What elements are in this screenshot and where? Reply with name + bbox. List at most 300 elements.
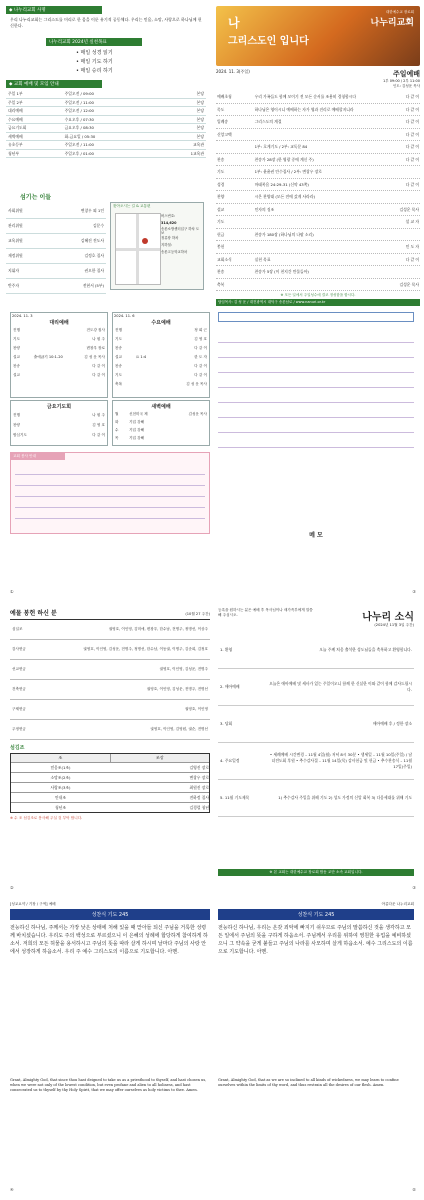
cal-row-cell: 변창우 장로 bbox=[86, 346, 105, 350]
staff-row-cell: 재정위원 bbox=[8, 253, 23, 258]
order-row-cell: 다 같 이 bbox=[405, 119, 419, 124]
order-row-cell: 찬송가 5장 (이 천지간 만물들아) bbox=[254, 269, 309, 274]
staff-list bbox=[6, 204, 106, 294]
cal-row-cell bbox=[134, 362, 180, 371]
goal-item: • 매일 성경 읽기 bbox=[76, 50, 113, 56]
pray-row-cell: 다 같 이 bbox=[92, 433, 105, 437]
order-row bbox=[216, 104, 420, 117]
banner-line2: 그리스도인 입니다 bbox=[228, 36, 309, 47]
cal-row bbox=[113, 326, 209, 335]
dawn-row-cell: 월 bbox=[115, 412, 119, 416]
pray-row-cell: 김 영 호 bbox=[92, 423, 105, 427]
cal-row-cell: 축복 bbox=[115, 382, 122, 386]
map-info-line: 지하철: bbox=[161, 243, 172, 247]
service-row bbox=[6, 99, 206, 108]
left-tag: [성교요약 / 기장 / 구역] 예배 bbox=[10, 902, 56, 906]
cal-row bbox=[11, 353, 107, 362]
news-list bbox=[218, 632, 414, 817]
cal-row-cell bbox=[32, 344, 78, 353]
offer-row bbox=[10, 700, 210, 720]
cal-row-cell: 기도 bbox=[115, 337, 122, 341]
order-row-cell: 입례송 bbox=[217, 119, 229, 124]
page-number: ④ bbox=[10, 1187, 14, 1192]
staff-row-cell: 전현서 (5부) bbox=[82, 283, 104, 288]
cal-row-cell: 설교 bbox=[13, 373, 20, 377]
calendar-box-1 bbox=[10, 312, 108, 398]
offer-row bbox=[10, 680, 210, 700]
order-row-cell: 찬송 bbox=[217, 156, 225, 162]
staff-row-cell: 김혜진 전도사 bbox=[80, 238, 104, 243]
news-row-cell: 1) 추수감사 주일을 위해 기도 2) 성도 가정의 신앙 회복 3) 다음세대를 위해 기도 bbox=[278, 795, 412, 800]
vision-title: ◆ 나누리교회 사명 bbox=[6, 6, 102, 14]
goal-list bbox=[76, 49, 206, 76]
news-row-cell: 오늘은 애아예배 및 세사가 있는 주일이오니 함께 한 신실한 이와 같이 함께 감사드립시다. bbox=[269, 681, 412, 692]
order-row-cell: 김성운 목사 bbox=[399, 281, 419, 287]
service-row bbox=[6, 141, 206, 150]
staff-row bbox=[6, 279, 106, 294]
dawn-row-cell: 화 bbox=[115, 420, 119, 424]
offer-row-cell: 권영호, 이인영, 김성운, 전명주, 정명선, 한수남, 이동권, 이명주, 김준희, 김정호 bbox=[83, 647, 208, 651]
news-foot: ※ 본 교회는 대한예수교 장로회 합동 교단 소속 교회입니다. bbox=[218, 869, 414, 876]
service-row-cell: 교육관 bbox=[192, 142, 204, 147]
pray-row bbox=[11, 420, 107, 430]
cal-row bbox=[113, 362, 209, 371]
service-row-cell: 주일오후 / 01:00 bbox=[64, 150, 94, 156]
cal-row-cell: 기도 bbox=[13, 337, 20, 341]
service-row-cell: 본당 bbox=[196, 108, 204, 113]
cal-row bbox=[113, 371, 209, 380]
pray-row-cell bbox=[44, 430, 69, 440]
church-marker-icon bbox=[142, 238, 148, 244]
bulletin-page-2 bbox=[2, 308, 422, 594]
bulletin-preacher: 인도: 김성운 목사 bbox=[392, 84, 420, 88]
offer-row-cell: 건축헌금 bbox=[12, 687, 26, 691]
offering-list bbox=[10, 619, 210, 740]
cal2-head: 2024. 11. 6 bbox=[114, 314, 135, 318]
bulletin-page-4 bbox=[2, 900, 422, 1196]
cal2-title: 수요예배 bbox=[151, 320, 171, 326]
offer-row bbox=[10, 620, 210, 640]
cal-row bbox=[113, 335, 209, 344]
order-row bbox=[216, 166, 420, 179]
cal-row bbox=[113, 344, 209, 353]
cal-row-cell: 전도강 집사 bbox=[86, 328, 105, 332]
offering-panel bbox=[10, 608, 210, 884]
staff-row-cell: 지휘자 bbox=[8, 268, 20, 273]
new-title: 새벽예배 bbox=[151, 404, 171, 410]
order-row-cell bbox=[378, 229, 420, 241]
cal-row-cell: 설교 bbox=[13, 355, 20, 359]
map-info-line: 버스번호: bbox=[161, 214, 176, 218]
banner-line1: 나 bbox=[228, 16, 240, 30]
service-row-cell: 화-금요일 / 05:30 bbox=[64, 133, 96, 139]
dawn-row-cell: 신천미국 제 bbox=[129, 412, 148, 416]
news-row-cell: • 세례예배 시간변경 – 11월 4일(월) 저녁 8시 30분 • 생세일 – 11월 10일(주일) / 남녀전도회 후원 • 추수감사절 – 11월 14일(목) 감사헌금 및 헌금 • 추수찬송식 – 11월 17일(주일) bbox=[269, 752, 412, 769]
church-name: 나누리교회 bbox=[370, 18, 414, 28]
church-logo bbox=[371, 10, 414, 28]
bulletin-page-1 bbox=[2, 2, 422, 304]
news-row-cell: 오늘 주께 처음 출석한 성도님들을 축복하고 환영합니다. bbox=[319, 647, 412, 652]
news-intro: 등록을 원하시는 분은 예배 후 목사님이나 새가족부에게 말씀해 주십시오. bbox=[218, 608, 313, 617]
order-row-cell: 봉헌 bbox=[217, 244, 225, 249]
cal-row-cell: 설교 bbox=[115, 355, 122, 359]
cal-row bbox=[113, 353, 209, 362]
news-row bbox=[218, 632, 414, 669]
staff-row bbox=[6, 264, 106, 279]
service-row-cell: 본당 bbox=[196, 133, 204, 139]
staff-row-cell: 김문수 bbox=[92, 223, 104, 228]
order-row-cell: 성경 bbox=[217, 181, 225, 187]
service-row-cell: 본당 bbox=[196, 125, 204, 130]
service-row-cell: 금요기도회 bbox=[8, 125, 27, 130]
right-panel bbox=[216, 6, 420, 304]
order-row-cell: 실천 목표 bbox=[254, 256, 271, 262]
order-row bbox=[216, 229, 420, 242]
serve-row-cell: 김경렬 청년 bbox=[189, 805, 209, 810]
left-panel-2 bbox=[10, 312, 210, 582]
dawn-row bbox=[113, 426, 209, 434]
order-row bbox=[216, 216, 420, 229]
serve-row-cell: 김영진 장로 bbox=[189, 765, 209, 770]
order-row bbox=[216, 204, 420, 217]
cal-row-cell bbox=[134, 335, 180, 344]
cal-row-cell: 진행 bbox=[13, 328, 20, 332]
pray-row-cell bbox=[44, 410, 69, 420]
news-row bbox=[218, 743, 414, 780]
cal-row-cell: 찬송 bbox=[115, 346, 122, 350]
service-row-cell: 주일오전 / 09:00 bbox=[64, 91, 94, 96]
staff-section bbox=[6, 192, 206, 292]
news-row bbox=[218, 706, 414, 743]
staff-row bbox=[6, 249, 106, 264]
order-row-cell bbox=[378, 166, 420, 178]
staff-row-cell: 교육위원 bbox=[8, 238, 23, 243]
offer-row-cell: 권영호, 이인영, 김미애, 변창우, 한수남, 전명주, 정명선, 이상주 bbox=[108, 627, 208, 631]
cal-row-cell: 다 같 이 bbox=[92, 373, 105, 377]
order-row-cell: 하나님은 영이시니 예배하는 자가 영과 진리로 예배할지니라 bbox=[254, 106, 354, 112]
prayer-right bbox=[218, 902, 414, 1188]
prayer-en-right: Grant, Almighty God, that as we are so inclined to all kinds of wickedness, we may learn to confine ourselves within the limits of thy word, and thus restrain all the desires of our flesh. Amen. bbox=[218, 1078, 399, 1087]
order-row-cell: 마태복음 24:29-31 (신약 43쪽) bbox=[254, 181, 309, 187]
service-row bbox=[6, 90, 206, 99]
order-row-cell: 그리스도의 계절 bbox=[254, 119, 282, 124]
serve-row-cell: 안내조 bbox=[54, 795, 66, 800]
prayer-ko-right: 전능하신 하나님, 우리는 온갖 죄악에 빠지기 쉬우므로 주님의 말씀하신 것을 생각하고 모든 일에서 주님의 뜻을 구하게 하옵소서. 주님께서 우리를 위하여 영원한 유업을 예비하셨으니 그 약속을 굳게 붙들고 주님의 나라를 사모하며 살게 하옵소서. 예수 그리스도의 이름으로 기도합니다. 아멘. bbox=[218, 925, 413, 955]
dawn-row-cell bbox=[173, 434, 209, 442]
cal-row-cell: 진행 bbox=[115, 328, 122, 332]
cal-row bbox=[11, 344, 107, 353]
order-row-cell bbox=[254, 129, 379, 141]
dawn-row-cell: 기업 강해 bbox=[129, 436, 145, 440]
cal-row-cell: 김 성 운 목사 bbox=[84, 355, 105, 359]
order-row bbox=[216, 266, 420, 279]
cal-row-cell bbox=[134, 344, 180, 353]
order-row-cell: 기도 bbox=[217, 219, 225, 224]
serve-row bbox=[11, 772, 209, 782]
dawn-row-cell: 수 bbox=[115, 428, 119, 432]
service-row-cell: 주일오전 / 11:00 bbox=[64, 142, 94, 147]
cal-row-cell: 나 원 주 bbox=[92, 337, 105, 341]
service-row-cell: 주일 2부 bbox=[8, 99, 23, 105]
map-box bbox=[110, 202, 204, 290]
order-row-cell: 김성운 목사 bbox=[399, 206, 419, 212]
order-row-cell: 인 도 자 bbox=[405, 244, 419, 249]
news-title: 나누리 소식 bbox=[362, 612, 414, 623]
staff-row-cell: 변창우 외 1인 bbox=[80, 208, 104, 213]
map-info-line: 송촌고등학교하차 bbox=[161, 250, 188, 254]
order-row-cell: 헌금 bbox=[217, 231, 225, 237]
bulletin-head bbox=[216, 69, 420, 89]
service-row-cell: 금요오후 / 08:30 bbox=[64, 125, 94, 130]
serve-table bbox=[10, 753, 210, 813]
order-row-cell bbox=[216, 141, 254, 153]
offer-title: 예물 봉헌 하신 분 bbox=[10, 610, 57, 617]
order-row-cell: 1부: 윤윤권 안수집사 / 2부: 변창우 장로 bbox=[254, 169, 322, 174]
cal-row-cell bbox=[134, 371, 180, 380]
prayer-title: 성찬식 기도 245 bbox=[218, 909, 414, 920]
foot-contact: 담임목사: 김 성 운 / 대전광역시 대덕구 송촌남로 / www.nanuri.or.kr bbox=[216, 299, 420, 306]
staff-row bbox=[6, 234, 106, 249]
memo-panel bbox=[218, 312, 414, 582]
goal-item: • 매일 승리 하기 bbox=[76, 68, 113, 74]
serve-row bbox=[11, 802, 209, 812]
serve-row-cell: 소망조(2조) bbox=[50, 775, 71, 780]
bulletin-times: 1부 09:00 / 2부 11:00 bbox=[382, 79, 420, 83]
order-row-cell: 찬송가 180장 (하나님의 나팔 소리) bbox=[254, 231, 314, 237]
news-row-cell: 5. 11월 기도제목 bbox=[220, 795, 250, 800]
order-row-cell bbox=[378, 266, 420, 278]
order-row bbox=[216, 154, 420, 167]
map-info bbox=[161, 213, 201, 256]
offer-row-cell: 십일조 bbox=[12, 627, 23, 631]
map-title: 찾아오시는 길 & 교통편 bbox=[113, 204, 151, 208]
order-row-cell: 찬양 bbox=[217, 194, 225, 199]
page-number: ③ bbox=[412, 885, 416, 890]
cal-row-cell bbox=[32, 326, 78, 335]
dawn-row bbox=[113, 418, 209, 426]
staff-row-cell: 반주자 bbox=[8, 283, 20, 288]
serve-row-cell: 최원진 장로 bbox=[189, 785, 209, 790]
prayer-en: Grant, Almighty God, that since thou hast deigned to take us as a priesthood to thyself, and hast chosen us, when we were not only of the lowest condition, but even profane and alien to all holiness, and hast consecrated us to thyself by thy Holy Spirit, that we may offer ourselves as holy victims to thee. Amen. bbox=[10, 1078, 207, 1092]
order-row-cell: 묵도 bbox=[217, 106, 225, 112]
cal-row-cell: 찬송 bbox=[115, 364, 122, 368]
order-row-cell: 다 같 이 bbox=[405, 156, 419, 162]
service-row-cell: 유초등부 bbox=[8, 142, 23, 147]
service-row-cell: 새벽예배 bbox=[8, 133, 23, 139]
bulletin-title: 주일예배 bbox=[392, 70, 420, 78]
service-row-cell: 1교육관 bbox=[190, 150, 204, 156]
news-row bbox=[218, 669, 414, 706]
order-row-cell: 다 같 이 bbox=[405, 144, 419, 149]
goal-title: 나누리교회 2024년 실천목표 bbox=[46, 38, 142, 46]
staff-title: 섬기는 이들 bbox=[20, 194, 52, 201]
news-row-cell: 1. 환영 bbox=[220, 647, 233, 652]
bulletin-date: 2024. 11. 3(주일) bbox=[216, 69, 250, 74]
news-row-cell: 애아예배 후 / 정한 장소 bbox=[372, 721, 412, 726]
offer-row bbox=[10, 640, 210, 660]
offer-row-cell: 권영호, 이인영, 김영원, 권순, 전명선 bbox=[150, 727, 208, 731]
order-row bbox=[216, 191, 420, 204]
calendar-box-2 bbox=[112, 312, 210, 398]
pray-row-cell bbox=[44, 420, 69, 430]
prayer-ko: 전능하신 하나님, 주께서는 가장 낮은 상태에 처해 있을 때 맏아들 되신 주님을 거룩한 성령께 바치셨습니다. 우리도 주의 백성으로 부르셨으니 이 은혜의 성례에 합당하게 참여하게 하소서. 저희의 모든 허물을 용서하시고 주님의 뜻을 따라 살게 하시며 날마다 주님의 사랑 안에서 성장하게 하옵소서. 우리 주 예수 그리스도의 이름으로 기도합니다. 아멘. bbox=[10, 925, 208, 955]
staff-row-cell: 권오한 집사 bbox=[84, 268, 104, 273]
news-row-cell: 2. 애아예배 bbox=[220, 684, 240, 689]
cal-row-cell: 다 같 이 bbox=[194, 373, 207, 377]
memo-header bbox=[218, 312, 414, 322]
cal-row-cell: 요 1:4 bbox=[135, 355, 147, 359]
cal-row-cell: 한 도 자 bbox=[194, 355, 207, 359]
order-row-cell: 찬송가 28장 (한 영광 중에 계신 주) bbox=[254, 156, 314, 162]
map-info-line: 정류장 하차 bbox=[161, 236, 179, 240]
map-drawing bbox=[115, 213, 161, 285]
news-panel bbox=[218, 608, 414, 884]
duty-box bbox=[10, 452, 210, 534]
cal-row bbox=[11, 335, 107, 344]
serve-row-cell: 청년조 bbox=[54, 805, 66, 810]
serve-head: 조 bbox=[11, 754, 111, 762]
cal-row-cell bbox=[134, 326, 180, 335]
staff-row-cell: 사회위원 bbox=[8, 208, 23, 213]
pray-row bbox=[11, 410, 107, 420]
dawn-row-cell: 김성운 목사 bbox=[188, 412, 207, 416]
prayer-left bbox=[10, 902, 210, 1188]
order-row bbox=[216, 129, 420, 142]
order-row-cell: 예배초청 bbox=[217, 94, 232, 99]
vision-text: 우리 나누리교회는 그리스도를 머리로 한 몸을 이룬 유기적 공동체다. 우리는 믿음, 소망, 사랑으로 하나님께 헌신한다. bbox=[10, 17, 202, 28]
cal-row-cell bbox=[134, 380, 180, 389]
order-row-cell: 기도 bbox=[217, 169, 225, 174]
order-row bbox=[216, 179, 420, 192]
cal-row-cell: 정 회 근 bbox=[194, 328, 207, 332]
offer-row-cell: 주정헌금 bbox=[12, 727, 26, 731]
cal-row bbox=[11, 326, 107, 335]
order-row-cell bbox=[254, 279, 379, 291]
service-row-cell: 대리예배 bbox=[8, 108, 23, 113]
order-row-cell: 설교 bbox=[217, 206, 225, 212]
staff-row-cell: 김정호 집사 bbox=[84, 253, 104, 258]
cal-row bbox=[11, 362, 107, 371]
service-row bbox=[6, 150, 206, 159]
cal-row-cell: 다 같 이 bbox=[194, 346, 207, 350]
cal-row-cell bbox=[32, 371, 78, 380]
left-panel bbox=[6, 6, 206, 296]
order-row bbox=[216, 141, 420, 154]
pray-row-cell: 나 원 주 bbox=[92, 413, 105, 417]
serve-title: 섬김조 bbox=[10, 745, 25, 751]
cal-row-cell: 김 영 호 bbox=[194, 337, 207, 341]
service-row-cell: 주일오전 / 11:00 bbox=[64, 99, 94, 105]
serve-head: 조장 bbox=[155, 755, 164, 760]
note-title: 메 모 bbox=[309, 532, 323, 539]
page-number: ① bbox=[10, 589, 14, 594]
cal-row-cell bbox=[32, 335, 78, 344]
dawn-row-cell bbox=[173, 426, 209, 434]
order-row-cell: 교회소식 bbox=[217, 256, 232, 262]
page-number: ⑤ bbox=[412, 1187, 416, 1192]
cal-row-cell: 김 성 운 목사 bbox=[186, 382, 207, 386]
service-row-cell: 주일오전 / 12:00 bbox=[64, 108, 94, 113]
order-row-cell bbox=[254, 241, 379, 253]
offer-row-cell: 권영호, 이인영, 김성운, 전명주 bbox=[159, 667, 208, 671]
serve-row-cell: 믿음조(1조) bbox=[50, 765, 71, 770]
serve-row-cell: 변창우 장로 bbox=[189, 775, 209, 780]
order-row bbox=[216, 279, 420, 292]
map-info-line: 송촌소방센터입구 하차 도보 bbox=[161, 227, 200, 235]
serve-row bbox=[11, 792, 209, 802]
service-row bbox=[6, 133, 206, 142]
serve-note: ※ 수 조 섬김조로 봉사해 주실 것 부탁 합니다. bbox=[10, 816, 83, 820]
dawn-box bbox=[112, 400, 210, 446]
staff-row-cell: 관리위원 bbox=[8, 223, 23, 228]
order-row-cell: 찬송 bbox=[217, 269, 225, 274]
banner bbox=[216, 6, 420, 66]
cal1-title: 대리예배 bbox=[49, 320, 69, 326]
order-row bbox=[216, 116, 420, 129]
serve-row bbox=[11, 782, 209, 792]
serve-row-cell: 전하정 집사 bbox=[189, 795, 209, 800]
worship-title: ◆ 교회 예배 및 모임 안내 bbox=[6, 80, 102, 88]
pray-row bbox=[11, 430, 107, 440]
order-row-cell: 축복 bbox=[217, 281, 225, 287]
cal-row-cell: 찬양 bbox=[13, 346, 20, 350]
prayer-title: 성찬식 기도 245 bbox=[10, 909, 210, 920]
serve-row-cell: 사랑조(3조) bbox=[50, 785, 71, 790]
page-number: ② bbox=[10, 885, 14, 890]
pray-title: 금요기도회 bbox=[46, 404, 72, 410]
order-row-cell: 1부: 호게기도 / 2부: 교독문 84 bbox=[254, 144, 308, 149]
order-of-service bbox=[216, 91, 420, 291]
service-row-cell: 본당 bbox=[196, 116, 204, 122]
order-row-cell: 인자의 징조 bbox=[254, 206, 275, 212]
service-row bbox=[6, 116, 206, 125]
dawn-row-cell: 기업 강해 bbox=[129, 420, 145, 424]
news-date: (2024년 11월 3일 주간) bbox=[374, 623, 414, 627]
prayer-box bbox=[10, 400, 108, 446]
bulletin-page-3 bbox=[2, 604, 422, 890]
news-row bbox=[218, 780, 414, 817]
order-row bbox=[216, 241, 420, 254]
service-row bbox=[6, 107, 206, 116]
right-tag: 아름다운 나누리교회 bbox=[381, 902, 414, 906]
dawn-row-cell: 목 bbox=[115, 436, 119, 440]
offer-row bbox=[10, 660, 210, 680]
pray-row-cell: 진행 bbox=[13, 413, 20, 417]
order-row bbox=[216, 91, 420, 104]
dawn-row-cell bbox=[173, 418, 209, 426]
service-row bbox=[6, 124, 206, 133]
offer-row-cell: 권영호, 이인영, 김성운, 전명주, 전명선 bbox=[146, 687, 208, 691]
pray-row-cell: 찬양 bbox=[13, 423, 20, 427]
service-row-cell: 본당 bbox=[196, 91, 204, 96]
service-row-cell: 수요예배 bbox=[8, 116, 23, 122]
order-row-cell: 신앙고백 bbox=[217, 131, 232, 137]
offer-row-cell: 권영호, 이인영 bbox=[184, 707, 208, 711]
cal-row-cell: 출애굽기 10:1-20 bbox=[33, 355, 63, 359]
staff-row bbox=[6, 219, 106, 234]
order-row-cell: 설 교 자 bbox=[405, 219, 419, 224]
services-table bbox=[6, 90, 206, 158]
order-row-cell bbox=[378, 191, 420, 203]
cal-row-cell: 찬송 bbox=[13, 364, 20, 368]
cal-row-cell: 다 같 이 bbox=[194, 364, 207, 368]
page-number: ③ bbox=[412, 589, 416, 594]
service-row-cell: 본당 bbox=[196, 99, 204, 105]
offer-date: (10월 27 주간) bbox=[185, 612, 210, 616]
offer-row-cell: 감사헌금 bbox=[12, 647, 26, 651]
cal1-head: 2024. 11. 3 bbox=[12, 314, 33, 318]
offer-row-cell: 선교헌금 bbox=[12, 667, 26, 671]
